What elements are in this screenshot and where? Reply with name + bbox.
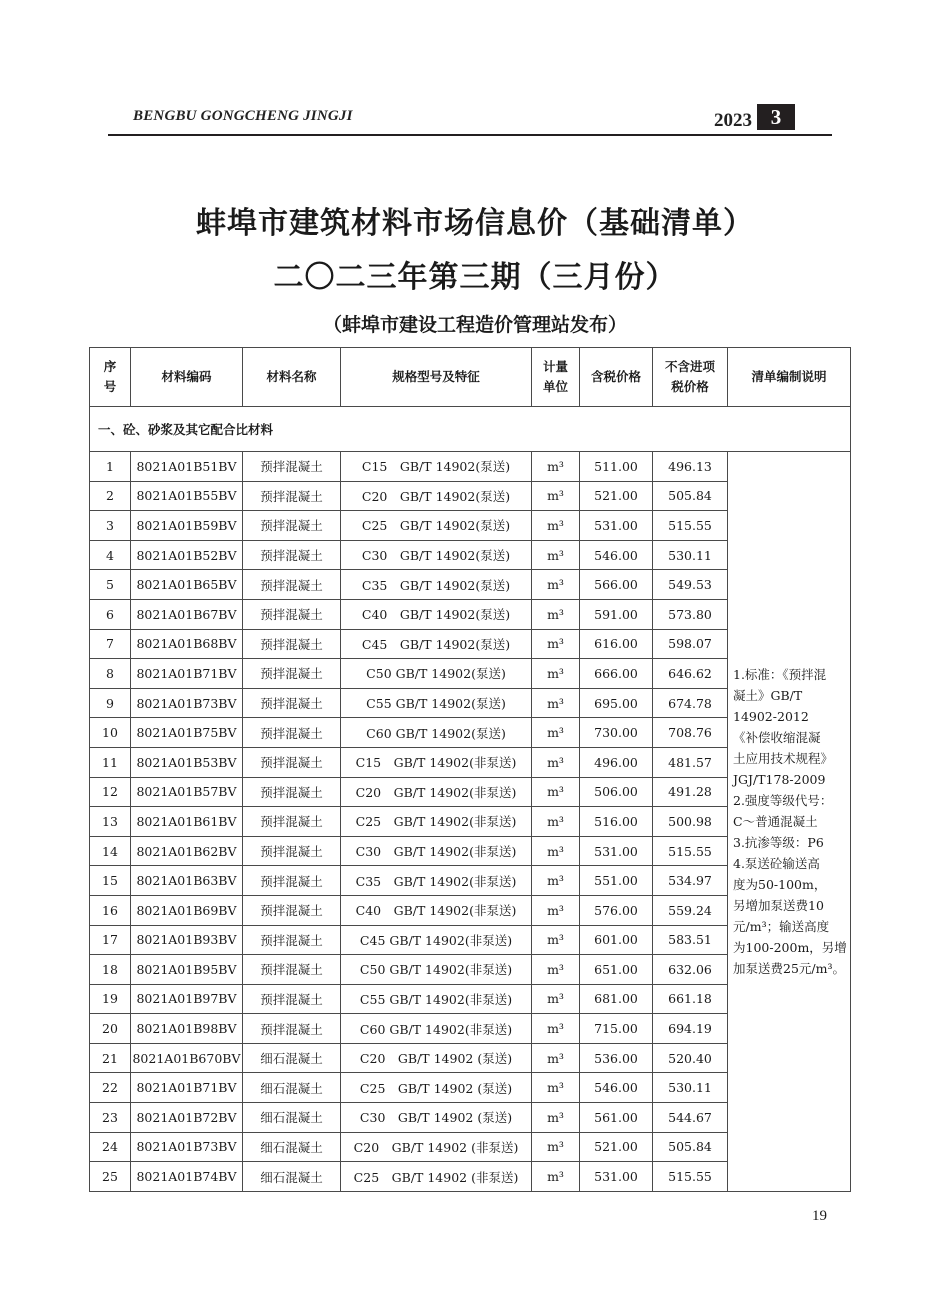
cell-price-notax: 573.80 <box>653 599 728 629</box>
cell-unit: m³ <box>532 925 580 955</box>
cell-name: 预拌混凝土 <box>243 570 341 600</box>
cell-name: 预拌混凝土 <box>243 599 341 629</box>
table-row <box>90 452 851 482</box>
col-header-notes: 清单编制说明 <box>728 348 851 407</box>
running-head-title: BENGBU GONGCHENG JINGJI <box>133 108 353 124</box>
cell-price-notax: 505.84 <box>653 1132 728 1162</box>
cell-name: 细石混凝土 <box>243 1162 341 1192</box>
cell-price-tax: 511.00 <box>580 452 653 482</box>
cell-spec: C20 GB/T 14902(泵送) <box>341 481 532 511</box>
running-head-year: 2023 <box>714 110 752 131</box>
cell-spec: C55 GB/T 14902(泵送) <box>341 688 532 718</box>
header-rule <box>108 134 832 136</box>
cell-code: 8021A01B73BV <box>131 688 243 718</box>
note-line: 4.泵送砼输送高 <box>733 855 820 871</box>
page-title: 蚌埠市建筑材料市场信息价（基础清单） <box>196 206 754 241</box>
cell-price-tax: 695.00 <box>580 688 653 718</box>
cell-code: 8021A01B75BV <box>131 718 243 748</box>
note-line: 土应用技术规程》 <box>733 750 834 766</box>
cell-no: 8 <box>90 659 131 689</box>
cell-unit: m³ <box>532 629 580 659</box>
cell-spec: C15 GB/T 14902(非泵送) <box>341 747 532 777</box>
table-header-row <box>90 348 851 407</box>
cell-price-tax: 516.00 <box>580 807 653 837</box>
cell-price-tax: 616.00 <box>580 629 653 659</box>
cell-unit: m³ <box>532 452 580 482</box>
cell-spec: C30 GB/T 14902 (泵送) <box>341 1103 532 1133</box>
cell-spec: C45 GB/T 14902(泵送) <box>341 629 532 659</box>
cell-no: 22 <box>90 1073 131 1103</box>
cell-code: 8021A01B72BV <box>131 1103 243 1133</box>
cell-price-notax: 708.76 <box>653 718 728 748</box>
cell-name: 预拌混凝土 <box>243 718 341 748</box>
note-line: 14902-2012 <box>733 708 809 724</box>
cell-unit: m³ <box>532 1073 580 1103</box>
cell-name: 预拌混凝土 <box>243 540 341 570</box>
cell-no: 14 <box>90 836 131 866</box>
cell-no: 6 <box>90 599 131 629</box>
cell-no: 12 <box>90 777 131 807</box>
cell-price-tax: 566.00 <box>580 570 653 600</box>
cell-name: 细石混凝土 <box>243 1132 341 1162</box>
cell-spec: C50 GB/T 14902(泵送) <box>341 659 532 689</box>
cell-spec: C30 GB/T 14902(泵送) <box>341 540 532 570</box>
cell-name: 预拌混凝土 <box>243 925 341 955</box>
cell-price-tax: 651.00 <box>580 955 653 985</box>
price-table <box>89 347 851 1192</box>
cell-price-tax: 546.00 <box>580 1073 653 1103</box>
cell-spec: C30 GB/T 14902(非泵送) <box>341 836 532 866</box>
cell-price-notax: 515.55 <box>653 836 728 866</box>
issue-number-badge: 3 <box>757 104 795 130</box>
cell-price-notax: 559.24 <box>653 895 728 925</box>
cell-spec: C40 GB/T 14902(非泵送) <box>341 895 532 925</box>
page-number: 19 <box>812 1208 827 1224</box>
cell-code: 8021A01B670BV <box>131 1043 243 1073</box>
cell-name: 预拌混凝土 <box>243 659 341 689</box>
cell-code: 8021A01B97BV <box>131 984 243 1014</box>
cell-price-tax: 521.00 <box>580 481 653 511</box>
cell-spec: C20 GB/T 14902 (泵送) <box>341 1043 532 1073</box>
cell-no: 21 <box>90 1043 131 1073</box>
cell-price-notax: 583.51 <box>653 925 728 955</box>
cell-price-tax: 666.00 <box>580 659 653 689</box>
section-row <box>90 407 851 452</box>
cell-spec: C45 GB/T 14902(非泵送) <box>341 925 532 955</box>
publisher-subtitle: （蚌埠市建设工程造价管理站发布） <box>322 314 627 336</box>
cell-spec: C35 GB/T 14902(非泵送) <box>341 866 532 896</box>
cell-code: 8021A01B73BV <box>131 1132 243 1162</box>
cell-no: 4 <box>90 540 131 570</box>
cell-price-tax: 591.00 <box>580 599 653 629</box>
cell-name: 预拌混凝土 <box>243 481 341 511</box>
cell-spec: C20 GB/T 14902 (非泵送) <box>341 1132 532 1162</box>
cell-price-notax: 544.67 <box>653 1103 728 1133</box>
col-header-spec: 规格型号及特征 <box>341 348 532 407</box>
cell-unit: m³ <box>532 1162 580 1192</box>
cell-code: 8021A01B57BV <box>131 777 243 807</box>
note-line: 1.标准：《预拌混 <box>733 666 827 682</box>
cell-no: 3 <box>90 511 131 541</box>
cell-name: 细石混凝土 <box>243 1043 341 1073</box>
cell-unit: m³ <box>532 1103 580 1133</box>
cell-price-tax: 496.00 <box>580 747 653 777</box>
cell-price-notax: 515.55 <box>653 511 728 541</box>
cell-price-notax: 632.06 <box>653 955 728 985</box>
cell-price-notax: 534.97 <box>653 866 728 896</box>
cell-spec: C35 GB/T 14902(泵送) <box>341 570 532 600</box>
cell-no: 19 <box>90 984 131 1014</box>
note-line: 凝土》GB/T <box>733 687 803 703</box>
cell-unit: m³ <box>532 866 580 896</box>
note-line: 加泵送费25元/m³。 <box>733 960 845 976</box>
cell-unit: m³ <box>532 895 580 925</box>
cell-price-tax: 531.00 <box>580 511 653 541</box>
cell-spec: C25 GB/T 14902 (泵送) <box>341 1073 532 1103</box>
cell-no: 24 <box>90 1132 131 1162</box>
note-line: 为100-200m，另增 <box>733 939 847 955</box>
cell-unit: m³ <box>532 747 580 777</box>
cell-name: 细石混凝土 <box>243 1103 341 1133</box>
cell-no: 18 <box>90 955 131 985</box>
cell-price-tax: 531.00 <box>580 1162 653 1192</box>
cell-price-tax: 531.00 <box>580 836 653 866</box>
cell-no: 1 <box>90 452 131 482</box>
cell-price-tax: 576.00 <box>580 895 653 925</box>
cell-code: 8021A01B52BV <box>131 540 243 570</box>
cell-unit: m³ <box>532 777 580 807</box>
cell-price-notax: 491.28 <box>653 777 728 807</box>
cell-unit: m³ <box>532 1132 580 1162</box>
notes-cell <box>728 452 851 1192</box>
cell-code: 8021A01B59BV <box>131 511 243 541</box>
cell-no: 11 <box>90 747 131 777</box>
cell-unit: m³ <box>532 984 580 1014</box>
col-header-unit <box>532 348 580 407</box>
cell-code: 8021A01B51BV <box>131 452 243 482</box>
cell-price-tax: 551.00 <box>580 866 653 896</box>
cell-no: 20 <box>90 1014 131 1044</box>
cell-spec: C25 GB/T 14902(非泵送) <box>341 807 532 837</box>
cell-code: 8021A01B71BV <box>131 1073 243 1103</box>
cell-unit: m³ <box>532 688 580 718</box>
cell-price-notax: 500.98 <box>653 807 728 837</box>
note-line: JGJ/T178-2009 <box>733 771 826 787</box>
cell-code: 8021A01B95BV <box>131 955 243 985</box>
cell-price-tax: 546.00 <box>580 540 653 570</box>
cell-code: 8021A01B69BV <box>131 895 243 925</box>
cell-price-tax: 715.00 <box>580 1014 653 1044</box>
cell-unit: m³ <box>532 659 580 689</box>
cell-name: 预拌混凝土 <box>243 866 341 896</box>
cell-price-notax: 520.40 <box>653 1043 728 1073</box>
cell-spec: C50 GB/T 14902(非泵送) <box>341 955 532 985</box>
cell-code: 8021A01B68BV <box>131 629 243 659</box>
cell-spec: C60 GB/T 14902(泵送) <box>341 718 532 748</box>
cell-price-tax: 536.00 <box>580 1043 653 1073</box>
cell-no: 23 <box>90 1103 131 1133</box>
cell-price-notax: 661.18 <box>653 984 728 1014</box>
col-header-name: 材料名称 <box>243 348 341 407</box>
cell-price-notax: 598.07 <box>653 629 728 659</box>
cell-spec: C15 GB/T 14902(泵送) <box>341 452 532 482</box>
cell-name: 预拌混凝土 <box>243 688 341 718</box>
cell-spec: C25 GB/T 14902 (非泵送) <box>341 1162 532 1192</box>
cell-no: 17 <box>90 925 131 955</box>
cell-price-notax: 505.84 <box>653 481 728 511</box>
cell-price-notax: 530.11 <box>653 1073 728 1103</box>
cell-no: 25 <box>90 1162 131 1192</box>
cell-code: 8021A01B67BV <box>131 599 243 629</box>
section-title: 一、砼、砂浆及其它配合比材料 <box>90 407 851 452</box>
cell-name: 预拌混凝土 <box>243 1014 341 1044</box>
period-title: 二〇二三年第三期（三月份） <box>273 260 677 295</box>
col-header-no <box>90 348 131 407</box>
cell-unit: m³ <box>532 955 580 985</box>
note-line: 另增加泵送费10 <box>733 897 824 913</box>
cell-no: 5 <box>90 570 131 600</box>
cell-unit: m³ <box>532 807 580 837</box>
cell-code: 8021A01B71BV <box>131 659 243 689</box>
cell-name: 预拌混凝土 <box>243 777 341 807</box>
note-line: 度为50-100m， <box>733 876 827 892</box>
cell-unit: m³ <box>532 1014 580 1044</box>
cell-no: 7 <box>90 629 131 659</box>
cell-name: 细石混凝土 <box>243 1073 341 1103</box>
cell-code: 8021A01B93BV <box>131 925 243 955</box>
cell-unit: m³ <box>532 718 580 748</box>
cell-no: 13 <box>90 807 131 837</box>
cell-price-notax: 530.11 <box>653 540 728 570</box>
cell-price-notax: 481.57 <box>653 747 728 777</box>
cell-code: 8021A01B74BV <box>131 1162 243 1192</box>
cell-name: 预拌混凝土 <box>243 747 341 777</box>
cell-spec: C25 GB/T 14902(泵送) <box>341 511 532 541</box>
col-header-no-text: 序号 <box>103 359 117 394</box>
cell-price-notax: 549.53 <box>653 570 728 600</box>
col-header-code: 材料编码 <box>131 348 243 407</box>
cell-price-notax: 496.13 <box>653 452 728 482</box>
cell-unit: m³ <box>532 570 580 600</box>
cell-unit: m³ <box>532 1043 580 1073</box>
cell-unit: m³ <box>532 511 580 541</box>
cell-name: 预拌混凝土 <box>243 452 341 482</box>
cell-spec: C60 GB/T 14902(非泵送) <box>341 1014 532 1044</box>
cell-price-tax: 506.00 <box>580 777 653 807</box>
cell-spec: C20 GB/T 14902(非泵送) <box>341 777 532 807</box>
note-line: 元/m³；输送高度 <box>733 918 830 934</box>
cell-price-notax: 674.78 <box>653 688 728 718</box>
col-header-price-notax <box>653 348 728 407</box>
cell-name: 预拌混凝土 <box>243 836 341 866</box>
col-header-price-notax-text: 不含进项税价格 <box>664 359 715 394</box>
cell-unit: m³ <box>532 540 580 570</box>
cell-code: 8021A01B63BV <box>131 866 243 896</box>
cell-price-tax: 561.00 <box>580 1103 653 1133</box>
cell-price-tax: 681.00 <box>580 984 653 1014</box>
cell-spec: C55 GB/T 14902(非泵送) <box>341 984 532 1014</box>
cell-name: 预拌混凝土 <box>243 629 341 659</box>
cell-unit: m³ <box>532 481 580 511</box>
cell-price-notax: 694.19 <box>653 1014 728 1044</box>
note-line: 2.强度等级代号： <box>733 792 833 808</box>
note-line: 《补偿收缩混凝 <box>733 729 821 745</box>
note-line: C～普通混凝土 <box>733 813 818 829</box>
cell-price-notax: 646.62 <box>653 659 728 689</box>
col-header-price-tax: 含税价格 <box>580 348 653 407</box>
note-line: 3.抗渗等级：P6 <box>733 834 824 850</box>
cell-price-notax: 515.55 <box>653 1162 728 1192</box>
cell-name: 预拌混凝土 <box>243 807 341 837</box>
cell-name: 预拌混凝土 <box>243 511 341 541</box>
cell-unit: m³ <box>532 836 580 866</box>
cell-code: 8021A01B98BV <box>131 1014 243 1044</box>
cell-code: 8021A01B65BV <box>131 570 243 600</box>
cell-no: 2 <box>90 481 131 511</box>
cell-no: 15 <box>90 866 131 896</box>
cell-price-tax: 521.00 <box>580 1132 653 1162</box>
cell-no: 9 <box>90 688 131 718</box>
cell-code: 8021A01B62BV <box>131 836 243 866</box>
cell-unit: m³ <box>532 599 580 629</box>
cell-name: 预拌混凝土 <box>243 955 341 985</box>
cell-no: 10 <box>90 718 131 748</box>
cell-spec: C40 GB/T 14902(泵送) <box>341 599 532 629</box>
cell-name: 预拌混凝土 <box>243 895 341 925</box>
cell-price-tax: 601.00 <box>580 925 653 955</box>
cell-code: 8021A01B53BV <box>131 747 243 777</box>
cell-no: 16 <box>90 895 131 925</box>
cell-code: 8021A01B55BV <box>131 481 243 511</box>
col-header-unit-text: 计量单位 <box>542 359 568 394</box>
cell-price-tax: 730.00 <box>580 718 653 748</box>
cell-name: 预拌混凝土 <box>243 984 341 1014</box>
cell-code: 8021A01B61BV <box>131 807 243 837</box>
